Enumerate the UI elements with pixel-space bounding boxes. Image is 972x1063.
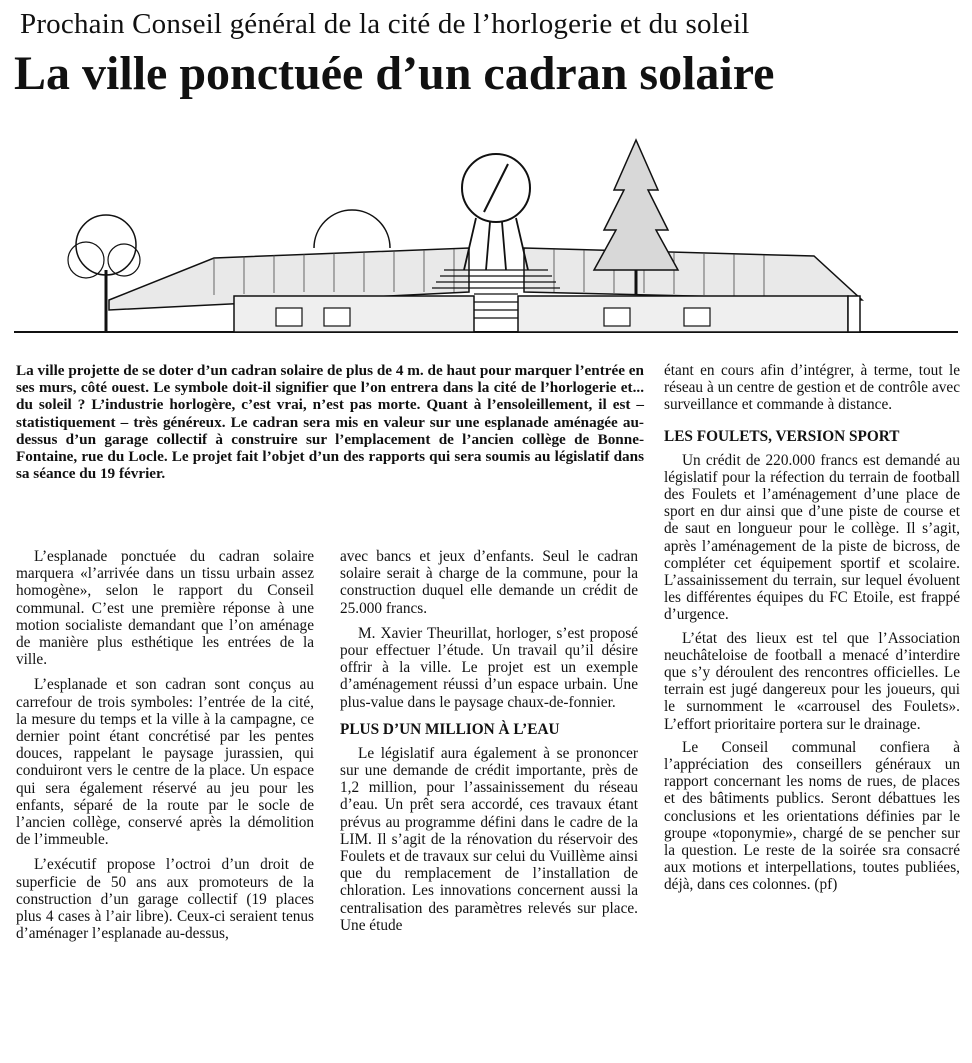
setting-sun-arc [314, 210, 390, 248]
col1-paragraph-1: L’esplanade ponctuée du cadran solaire marquera «l’arrivée dans un tissu urbain assez homogène», selon le rapport du Conseil communal. C’est une première réponse à une motion socialiste demandant que l’on aménage de manière plus esthétique les entrées de la ville. [16, 548, 314, 669]
garage-base-right [518, 296, 848, 332]
col3-paragraph-2: L’état des lieux est tel que l’Association neuchâteloise de football a menacé d’interdire que s’y déroulent des rencontres officielles. Le terrain est jugé dangereux pour les joueurs, qui le surnomment le «carrousel des Foulets». L’effort prioritaire portera sur le drainage. [664, 629, 960, 733]
article-kicker: Prochain Conseil général de la cité de l’horlogerie et du soleil [20, 8, 750, 40]
column-2 [340, 548, 638, 942]
col1-paragraph-3: L’exécutif propose l’octroi d’un droit de superficie de 50 ans aux promoteurs de la construction d’un garage collectif (19 places plus 4 cases à l’air libre). Ceux-ci seraient tenus d’aménager l’esplanade au-dessus, [16, 856, 314, 943]
col2-paragraph-3: Le législatif aura également à se prononcer sur une demande de crédit importante, près de 1,2 million, pour l’assainissement du réseau d’eau. Un prêt sera accordé, ces travaux étant prévus au programme défini dans le cadre de la LIM. Il s’agit de la rénovation du réservoir des Foulets et de travaux sur celui du Vuillème ainsi que du remplacement de l’installation de chloration. Les innovations concernent aussi la centralisation des paramètres relevés sur place. Une étude [340, 744, 638, 934]
column-3 [664, 362, 960, 900]
col1-paragraph-2: L’esplanade et son cadran sont conçus au carrefour de trois symboles: l’entrée de la cité, la mesure du temps et la ville à la campagne, ce dernier point étant concrétisé par les pentes douces, rappelant le paysage jurassien, qui conduiront vers le centre de la place. Un espace qui sera également réservé au jeu pour les enfants, séparé de la route par le socle de l’ancien collège, conservé après la démolition de l’immeuble. [16, 676, 314, 849]
col3-paragraph-0: étant en cours afin d’intégrer, à terme, tout le réseau à un centre de gestion et de contrôle avec surveillance et commande à distance. [664, 362, 960, 414]
right-embankment [524, 248, 862, 300]
sundial-esplanade-illustration [14, 120, 958, 350]
right-end-wall [848, 296, 860, 332]
col2-paragraph-1: avec bancs et jeux d’enfants. Seul le cadran solaire serait à charge de la commune, pour la construction duquel elle demande un crédit de 25.000 francs. [340, 548, 638, 617]
left-tree-drawing [68, 215, 140, 332]
col3-paragraph-1: Un crédit de 220.000 francs est demandé au législatif pour la réfection du terrain de football des Foulets et l’aménagement d’une place de sport en dur ainsi que d’une piste de course et de saut en longueur pour le collège. Il s’agit, après l’aménagement de la piste de bicross, de compléter cet équipement sportif et scolaire. L’assainissement du terrain, sur lequel évoluent les différentes équipes du FC Etoile, est frappé d’urgence. [664, 451, 960, 624]
col3-paragraph-3: Le Conseil communal confiera à l’appréciation des conseillers généraux un rapport concernant les noms de rues, de places et des bâtiments publics. Seront débattues les conclusions et les orientations définies par le groupe «toponymie», chargé de se pencher sur la question. Le reste de la soirée sra consacré aux motions et interpellations, toutes publiées, déjà, dans ces colonnes. (pf) [664, 738, 960, 894]
sundial-drawing [462, 154, 530, 270]
article-headline: La ville ponctuée d’un cadran solaire [14, 47, 775, 100]
col2-subheading: PLUS D’UN MILLION À L’EAU [340, 720, 560, 738]
col3-subheading: LES FOULETS, VERSION SPORT [664, 427, 900, 445]
column-1 [16, 548, 314, 950]
garage-base-left [234, 296, 474, 332]
col2-paragraph-2: M. Xavier Theurillat, horloger, s’est proposé pour effectuer l’étude. Un travail qu’il désire offrir à la ville. Le projet est un exemple d’aménagement réussi d’un espace urbain. Une plus-value dans le paysage chaux-de-fonnier. [340, 624, 638, 711]
intro-paragraph: La ville projette de se doter d’un cadran solaire de plus de 4 m. de haut pour marquer l’entrée en ses murs, côté ouest. Le symbole doit-il signifier que l’on entrera dans la cité de l’horlogerie et... du soleil ? L’industrie horlogère, c’est vrai, n’est pas morte. Quant à l’ensoleillement, il est – statistiquement – très généreux. Le cadran sera mis en valeur sur une esplanade aménagée au-dessus d’un garage collectif à construire sur l’emplacement de l’ancien collège de Bonne-Fontaine, rue du Locle. Le projet fait l’objet d’un des rapports qui sera soumis au législatif dans sa séance du 19 février. [16, 362, 644, 483]
